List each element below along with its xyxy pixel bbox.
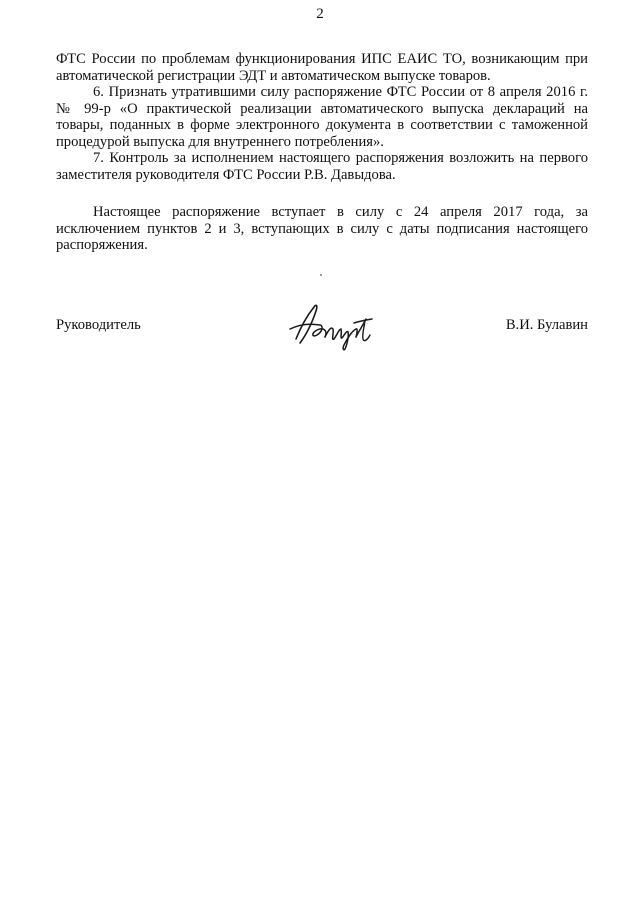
signer-name: В.И. Булавин [505,317,588,333]
paragraph-effective-date: Настоящее распоряжение вступает в силу с 24 апреля 2017 года, за исключением пунктов 2 и 3, вступающих в силу с даты подписания настоящего распоряжения. [56,204,588,253]
signature-block [56,311,588,361]
paragraph-item-6: 6. Признать утратившими силу распоряжение ФТС России от 8 апреля 2016 г. № 99-р «О практической реализации автоматического выпуска деклараций на товары, поданных в форме электронного документа в соответствии с таможенной процедурой выпуска для внутреннего потребления». [56,84,588,150]
handwritten-signature [284,299,376,351]
signer-title: Руководитель [56,317,141,333]
paragraph-item-7: 7. Контроль за исполнением настоящего распоряжения возложить на первого заместителя руководителя ФТС России Р.В. Давыдова. [56,150,588,183]
page-number: 2 [316,6,324,22]
document-body [56,51,588,254]
paragraph-continuation: ФТС России по проблемам функционирования ИПС ЕАИС ТО, возникающим при автоматической регистрации ЭДТ и автоматическом выпуске товаров. [56,51,588,84]
scan-speck [320,274,322,276]
